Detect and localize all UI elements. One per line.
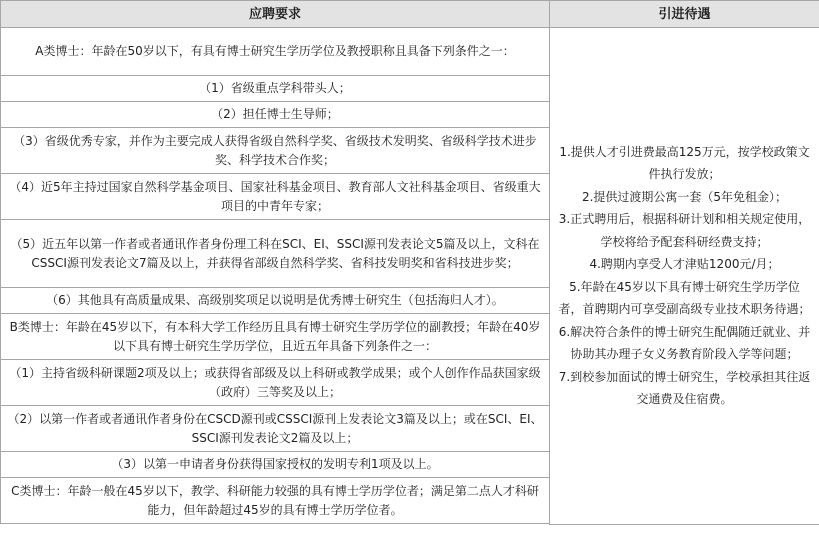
category-b-item-3: （3）以第一申请者身份获得国家授权的发明专利1项及以上。 — [1, 452, 550, 478]
category-a-item-4: （4）近5年主持过国家自然科学基金项目、国家社科基金项目、教育部人文社科基金项目、省级重大项目的中青年专家； — [1, 174, 550, 220]
benefit-item: 5.年龄在45岁以下具有博士研究生学历学位者，首聘期内可享受副高级专业技术职务待遇； — [558, 279, 811, 317]
category-c-intro: C类博士：年龄一般在45岁以下，教学、科研能力较强的具有博士学历学位者；满足第二点人才科研能力，但年龄超过45岁的具有博士学历学位者。 — [1, 478, 550, 524]
category-a-item-5: （5）近五年以第一作者或者通讯作者身份理工科在SCI、EI、SSCI源刊发表论文5篇及以上，文科在CSSCI源刊发表论文7篇及以上，并获得省部级自然科学奖、省科技发明奖和省科技进步奖； — [1, 220, 550, 288]
header-benefits: 引进待遇 — [550, 1, 819, 28]
benefit-item: 6.解决符合条件的博士研究生配偶随迁就业、并协助其办理子女义务教育阶段入学等问题； — [558, 324, 811, 362]
benefit-item: 1.提供人才引进费最高125万元，按学校政策文件执行发放； — [559, 144, 810, 182]
table-header-row — [1, 1, 819, 28]
category-a-item-6: （6）其他具有高质量成果、高级别奖项足以说明是优秀博士研究生（包括海归人才）。 — [1, 288, 550, 314]
category-b-item-1: （1）主持省级科研课题2项及以上；或获得省部级及以上科研或教学成果；或个人创作作品获国家级（政府）三等奖及以上； — [1, 360, 550, 406]
table-row — [1, 28, 819, 76]
category-a-intro: A类博士：年龄在50岁以下，有具有博士研究生学历学位及教授职称且具备下列条件之一： — [1, 28, 550, 76]
benefit-item: 3.正式聘用后，根据科研计划和相关规定使用，学校将给予配套科研经费支持； — [558, 212, 811, 249]
category-a-item-2: （2）担任博士生导师； — [1, 102, 550, 128]
benefit-item: 2.提供过渡期公寓一套（5年免租金）； — [581, 189, 788, 204]
category-b-item-2: （2）以第一作者或者通讯作者身份在CSCD源刊或CSSCI源刊上发表论文3篇及以上；或在SCI、EI、SSCI源刊发表论文2篇及以上； — [1, 406, 550, 452]
category-a-item-3: （3）省级优秀专家，并作为主要完成人获得省级自然科学奖、省级技术发明奖、省级科学技术进步奖、科学技术合作奖； — [1, 128, 550, 174]
benefit-item: 4.聘期内享受人才津贴1200元/月； — [589, 257, 780, 272]
benefit-item: 7.到校参加面试的博士研究生，学校承担其往返交通费及住宿费。 — [558, 369, 811, 407]
category-b-intro: B类博士：年龄在45岁以下，有本科大学工作经历且具有博士研究生学历学位的副教授；年龄在40岁以下具有博士研究生学历学位，且近五年具备下列条件之一： — [1, 314, 550, 360]
category-a-item-1: （1）省级重点学科带头人； — [1, 76, 550, 102]
benefits-cell — [550, 28, 819, 525]
header-requirements: 应聘要求 — [1, 1, 550, 28]
